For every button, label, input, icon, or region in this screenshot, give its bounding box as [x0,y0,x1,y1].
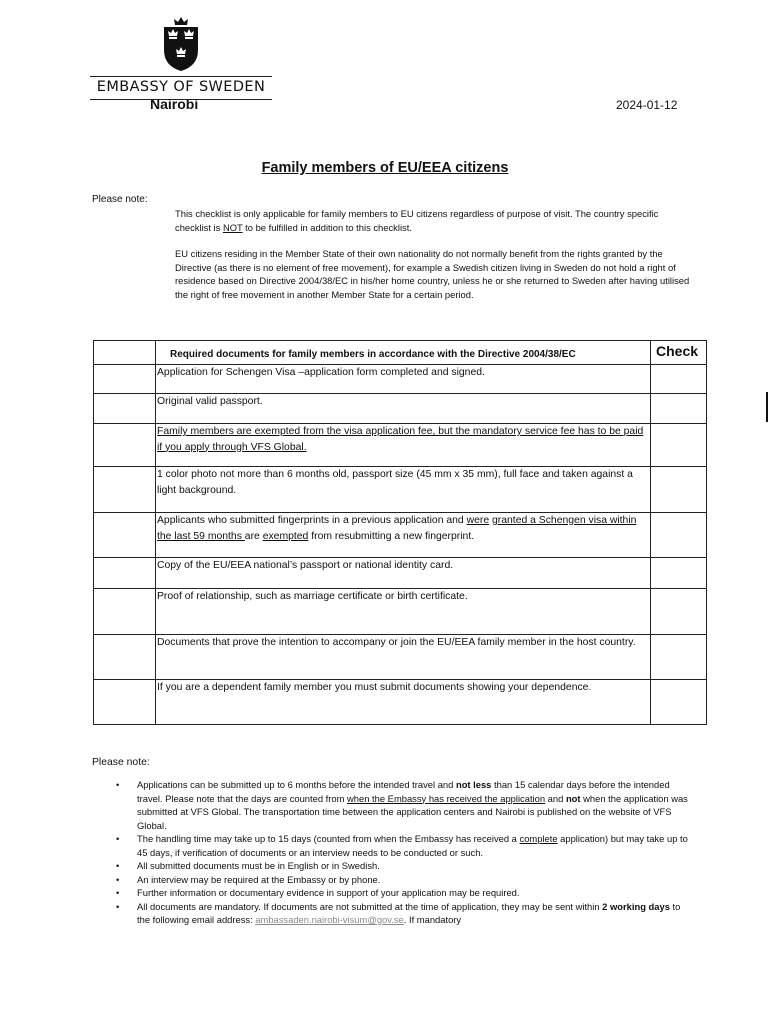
table-header-row [94,341,707,365]
requirement-text: Application for Schengen Visa –application form completed and signed. [156,365,651,394]
list-item: • Applications can be submitted up to 6 months before the intended travel and not less than 15 calendar days before the intended travel. Please note that the days are counted from when the Embassy has received the application and not when the application was submitted at VFS Global. The transportation time between the application centers and Nairobi is published on the website of VFS Global. [116,779,688,831]
intro-note-label: Please note: [92,194,148,205]
list-item: • All submitted documents must be in English or in Swedish. [116,860,380,871]
requirement-text: 1 color photo not more than 6 months old, passport size (45 mm x 35 mm), full face and taken against a light background. [156,467,651,513]
check-cell[interactable] [651,589,707,635]
table-row [94,635,707,680]
embassy-city: Nairobi [150,96,199,112]
list-item: • Further information or documentary evidence in support of your application may be required. [116,887,520,898]
bullet-icon: • [116,887,120,898]
check-cell[interactable] [651,635,707,680]
check-cell[interactable] [651,424,707,467]
three-crowns-crest-icon [161,16,201,72]
table-row [94,365,707,394]
check-cell[interactable] [651,467,707,513]
bullet-icon: • [116,779,120,790]
notes-label: Please note: [92,757,150,768]
email-link[interactable]: ambassaden.nairobi-visum@gov.se [255,914,404,925]
requirement-text: Proof of relationship, such as marriage certificate or birth certificate. [156,589,651,635]
table-header: Required documents for family members in accordance with the Directive 2004/38/EC [156,341,651,365]
notes-list [108,778,693,927]
requirement-text: Documents that prove the intention to accompany or join the EU/EEA family member in the host country. [156,635,651,680]
table-row [94,394,707,424]
embassy-name: EMBASSY OF SWEDEN [96,79,266,95]
requirement-text: Copy of the EU/EEA national’s passport or national identity card. [156,558,651,589]
requirements-table [93,340,707,725]
check-cell[interactable] [651,558,707,589]
bullet-icon: • [116,900,120,912]
bullet-icon: • [116,833,120,844]
check-cell[interactable] [651,680,707,725]
list-item: • The handling time may take up to 15 days (counted from when the Embassy has received a complete application) but may take up to 45 days, if verification of documents or an interview needs to be conducted or such. [116,833,688,858]
embassy-logo [90,16,272,102]
bullet-icon: • [116,873,120,885]
check-column-header: Check [656,343,699,359]
document-date: 2024-01-12 [616,98,678,112]
list-item: • All documents are mandatory. If documents are not submitted at the time of application, they may be sent within 2 working days to the following email address: ambassaden.nairobi-visum@gov.se. If mandatory [116,900,681,925]
page-title: Family members of EU/EEA citizens [261,160,509,176]
table-row [94,589,707,635]
check-cell[interactable] [651,394,707,424]
table-row [94,680,707,725]
list-item: • An interview may be required at the Embassy or by phone. [116,873,381,885]
table-row [94,513,707,558]
check-cell[interactable] [651,513,707,558]
requirement-text: If you are a dependent family member you must submit documents showing your dependence. [156,680,651,725]
requirement-text: Family members are exempted from the visa application fee, but the mandatory service fee has to be paid if you apply through VFS Global. [156,424,651,467]
requirement-text: Original valid passport. [156,394,651,424]
table-row [94,467,707,513]
table-row [94,558,707,589]
check-cell[interactable] [651,365,707,394]
table-row [94,424,707,467]
text-cursor-mark [766,392,768,422]
header-rule [90,76,272,77]
bullet-icon: • [116,860,120,871]
intro-paragraph-1: This checklist is only applicable for family members to EU citizens regardless of purpose of visit. The country specific checklist is NOT to be fulfilled in addition to this checklist. [175,208,659,233]
intro-paragraph-2: EU citizens residing in the Member State of their own nationality do not normally benefit from the rights granted by the Directive (as there is no element of free movement), for example a Swedish citizen living in Sweden do not hold a right of residence based on Directive 2004/38/EC in his/her home country, unless he or she returned to Sweden after having utilised the right of free movement in another Member State for a certain period. [175,248,690,300]
requirement-text: Applicants who submitted fingerprints in a previous application and were granted a Schengen visa within the last 59 months are exempted from resubmitting a new fingerprint. [156,513,651,558]
